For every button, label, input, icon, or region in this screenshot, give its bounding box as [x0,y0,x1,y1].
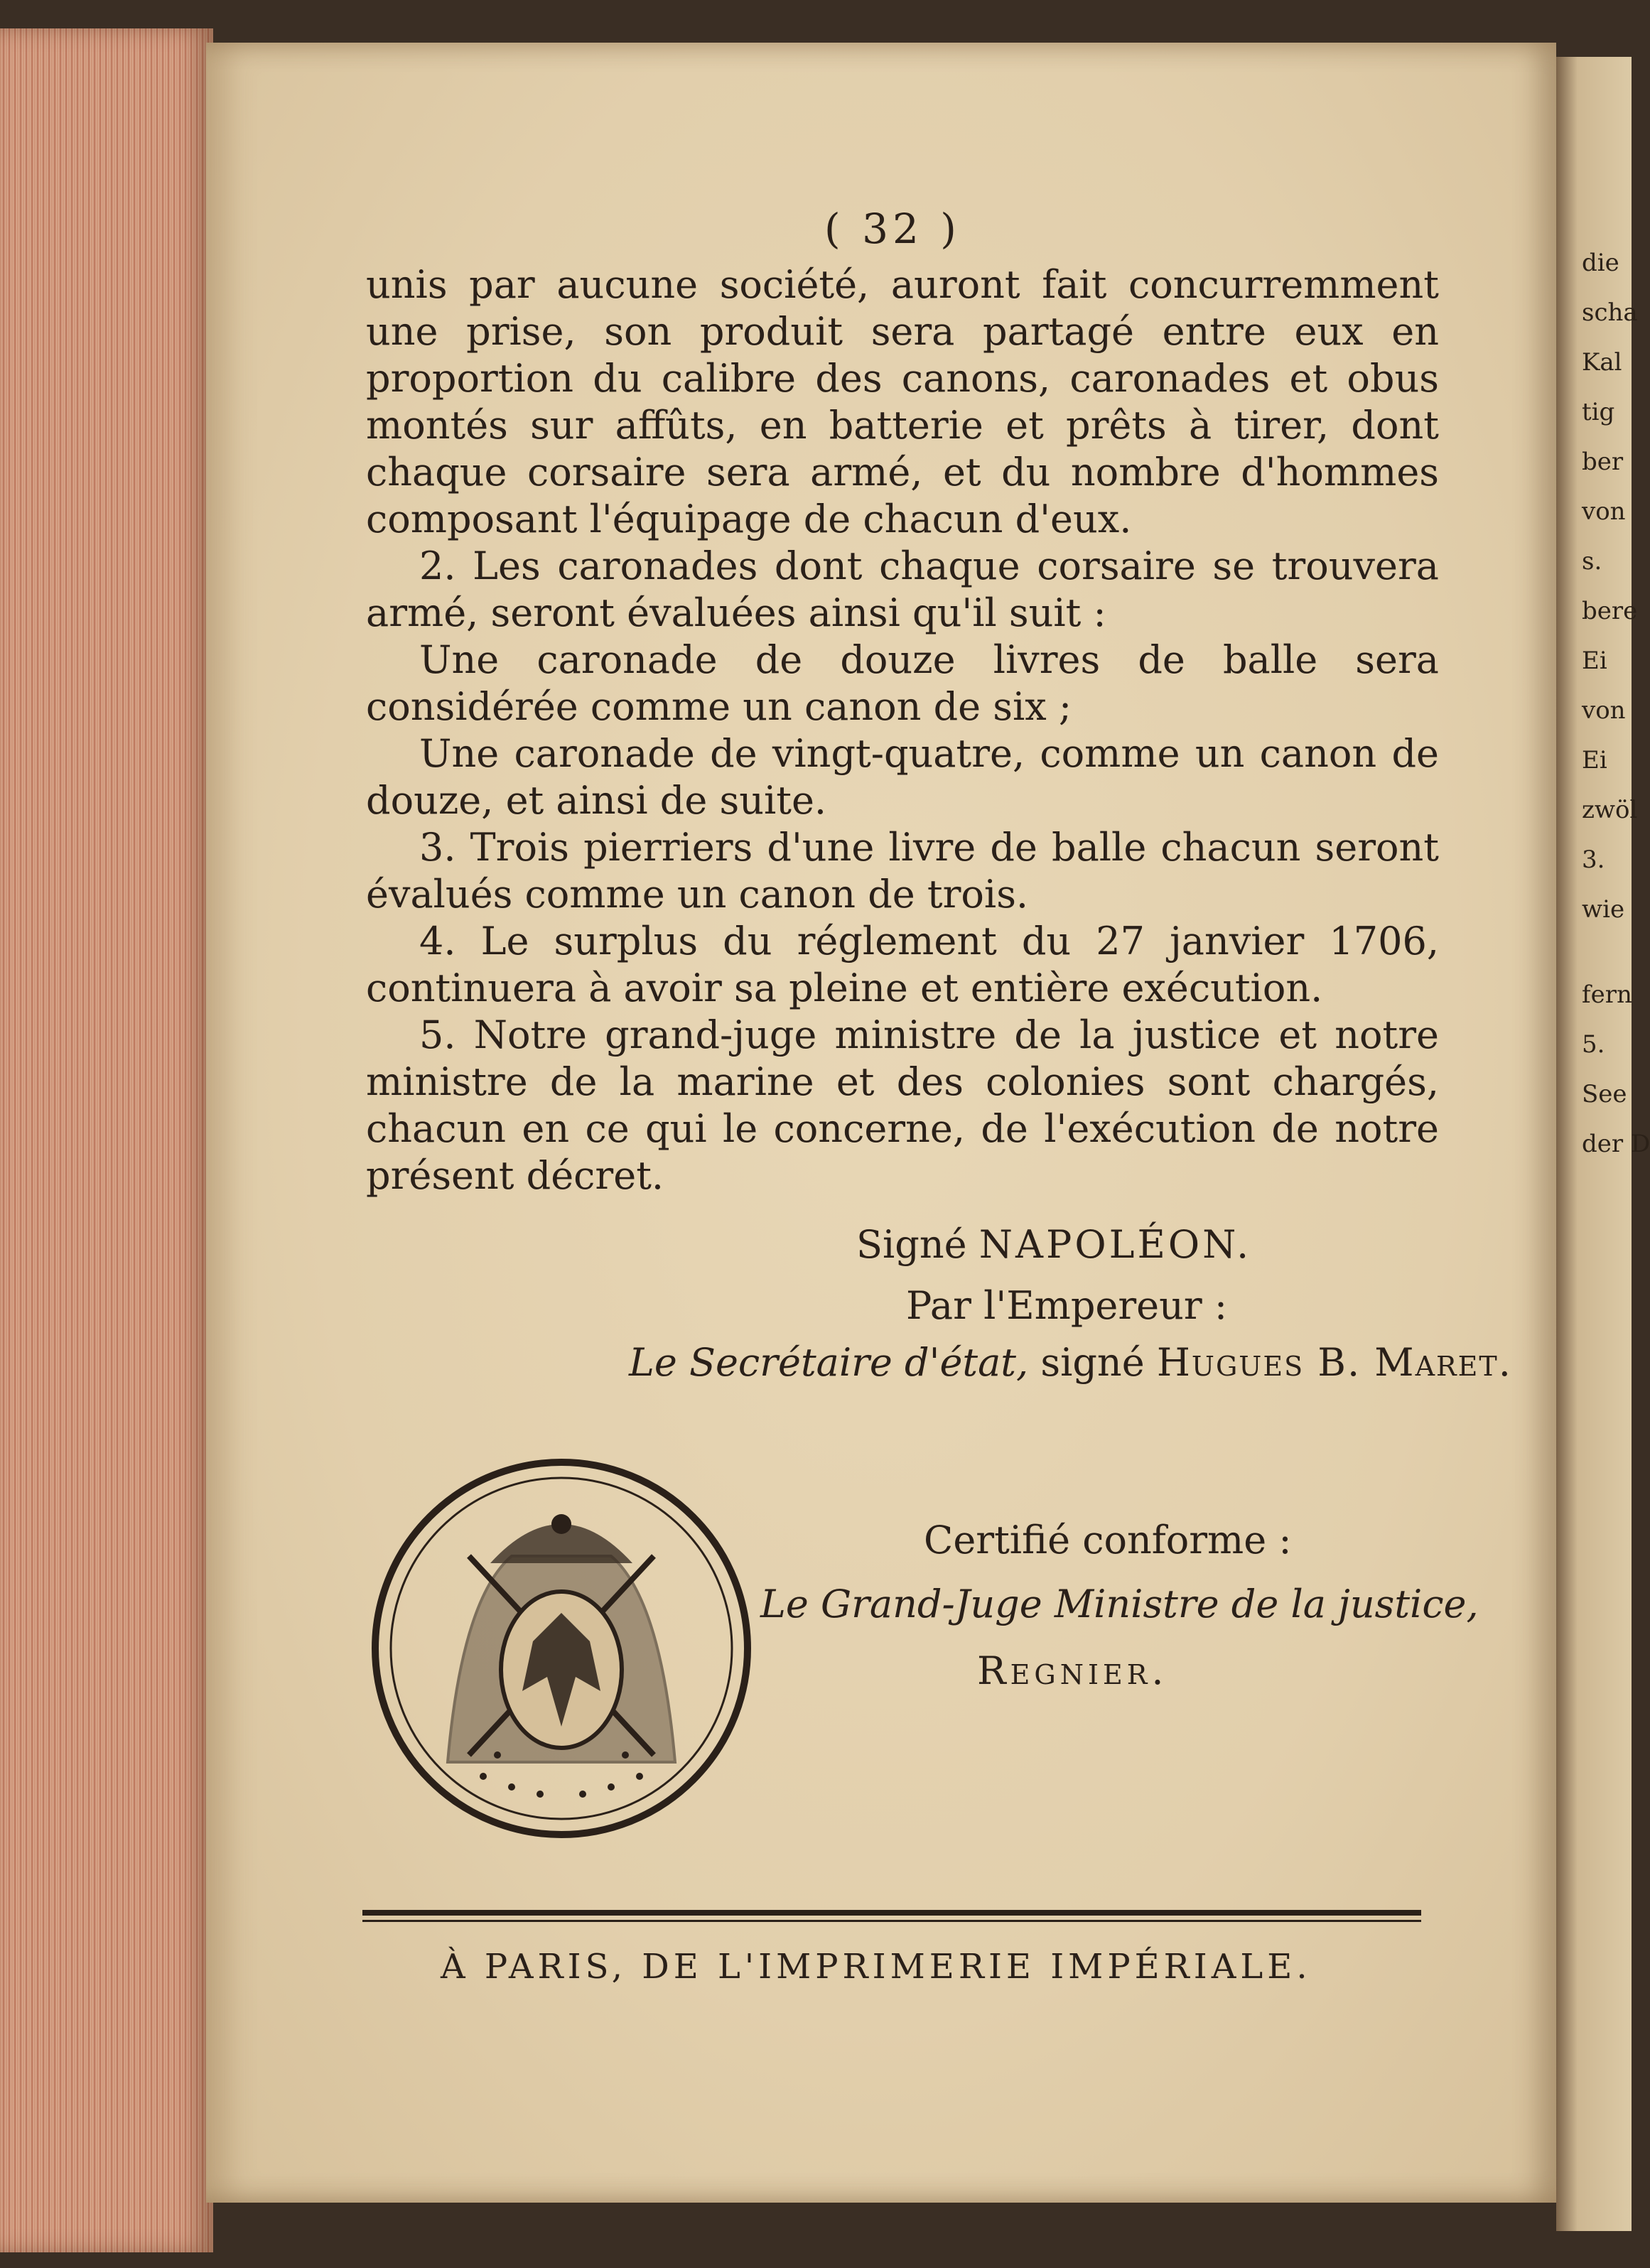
facing-page-word: Ei [1582,746,1607,774]
secretary-name: Hugues B. Maret. [1156,1340,1512,1385]
facing-page-word: von [1582,696,1626,725]
book-page-edges [0,28,213,2252]
signature-napoleon [856,1222,1251,1267]
facing-page-word: See [1582,1080,1627,1108]
printer-imprint: À PARIS, DE L'IMPRIMERIE IMPÉRIALE. [441,1947,1312,1987]
footer-rule-thin [362,1920,1421,1922]
facing-page-word: fern [1582,981,1632,1009]
certification-title: Le Grand-Juge Ministre de la justice, [760,1582,1479,1626]
article-2: 2. Les caronades dont chaque corsaire se trouvera armé, seront évaluées ainsi qu'il suit : [366,544,1439,635]
facing-page-word: wie [1582,895,1625,924]
facing-page-word: 5. [1582,1030,1605,1059]
facing-page-word: s. [1582,547,1602,576]
page-number: ( 32 ) [824,205,961,253]
facing-page-word: von [1582,497,1626,526]
facing-page-word: 3. [1582,846,1605,874]
facing-page-word: Ei [1582,647,1607,675]
secretary-title: Le Secrétaire d'état, [629,1340,1029,1385]
facing-page-word: bere [1582,597,1638,625]
certification-label: Certifié conforme : [924,1518,1292,1562]
facing-page-word: scha [1582,298,1638,327]
footer-rule-thick [362,1910,1421,1916]
article-3: 3. Trois pierriers d'une livre de balle chacun seront évalués comme un canon de trois. [366,825,1439,917]
facing-page-word: zwöl [1582,796,1638,824]
decree-body [366,261,1439,1199]
imperial-seal-illustration [370,1457,753,1840]
facing-page-word: ber [1582,448,1624,476]
secretary-signature [629,1340,1512,1385]
certification-name: Regnier. [977,1648,1168,1693]
facing-page-word: die [1582,249,1619,277]
signed-label: Signé [856,1222,967,1267]
by-emperor: Par l'Empereur : [906,1283,1228,1328]
article-5: 5. Notre grand-juge ministre de la justice et notre ministre de la marine et des colonies sont chargés, chacun en ce qui le concerne, de l'exécution de notre présent décret. [366,1012,1439,1198]
facing-page-word: Kal [1582,348,1622,377]
article-4: 4. Le surplus du réglement du 27 janvier 1706, continuera à avoir sa pleine et entière exécution. [366,919,1439,1010]
secretary-signed-label: signé [1040,1340,1145,1385]
article-2-item: Une caronade de douze livres de balle sera considérée comme un canon de six ; [366,637,1439,729]
article-2-item: Une caronade de vingt-quatre, comme un canon de douze, et ainsi de suite. [366,731,1439,823]
signer-name: NAPOLÉON. [978,1222,1252,1267]
facing-page-word: der D [1582,1130,1650,1158]
facing-page-word: tig [1582,398,1615,426]
paragraph-continuation: unis par aucune société, auront fait concurremment une prise, son produit sera partagé entre eux en proportion du calibre des canons, caronades et obus montés sur affûts, en batterie et prêts à tirer, dont chaque corsaire sera armé, et du nombre d'hommes composant l'équipage de chacun d'eux. [366,262,1439,541]
facing-page-fragment [1556,57,1650,2231]
